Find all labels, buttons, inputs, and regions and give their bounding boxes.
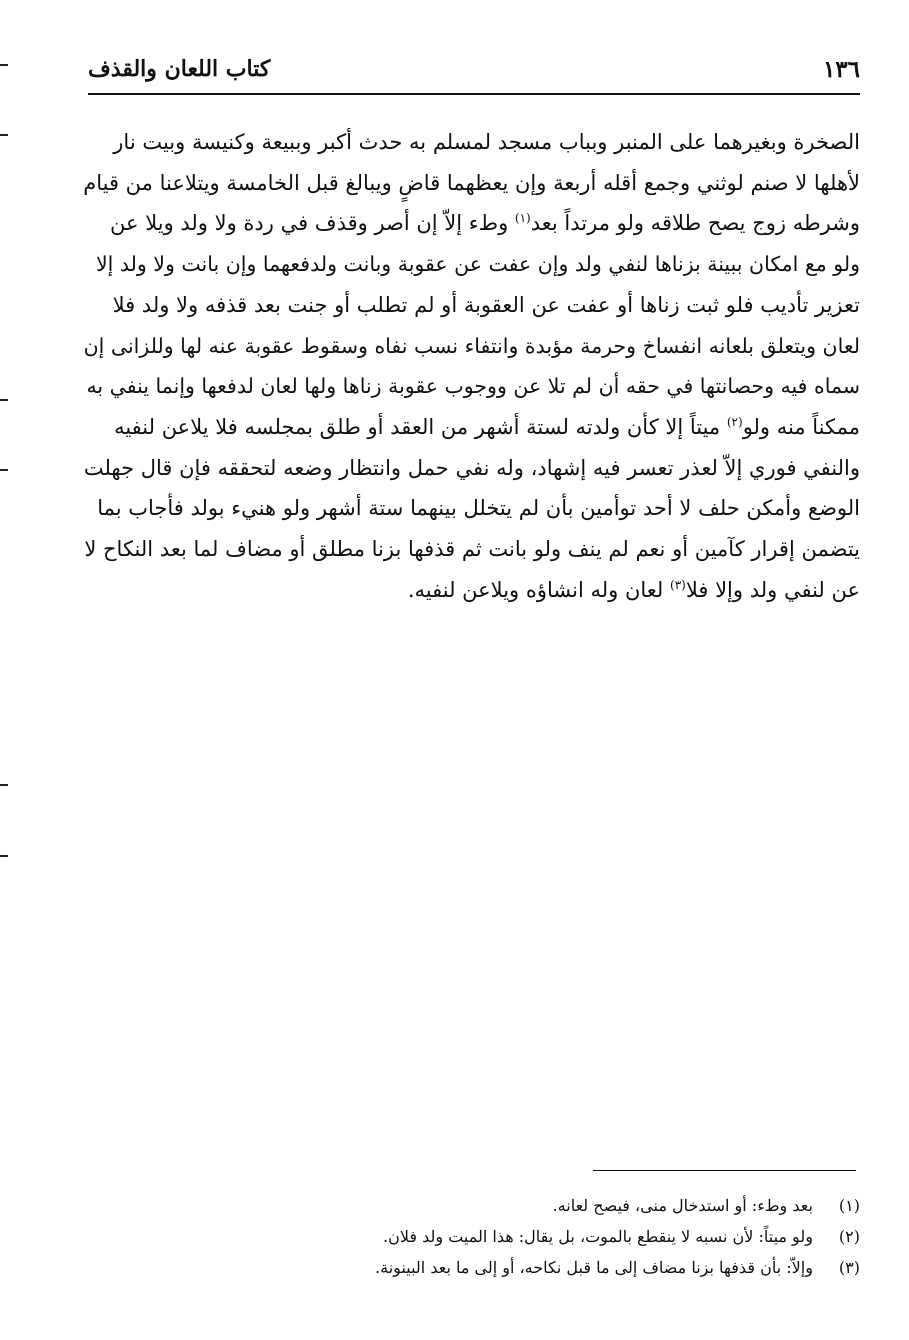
text-segment: ميتاً إلا كأن ولدته لستة أشهر من العقد أو طلق بمجلسه فلا يلاعن لنفيه (114, 414, 727, 439)
text-line: ولو مع امكان ببينة بزناها لنفي ولد وإن عفت عن عقوبة وبانت ولدفعهما وإن بانت ولا ولد إلا (95, 252, 860, 277)
page-number: ١٣٦ (822, 56, 860, 83)
text-line: لأهلها لا صنم لوثني وجمع أقله أربعة وإن يعظهما قاضٍ ويبالغ قبل الخامسة ويتلاعنا من قيام (83, 170, 860, 195)
margin-mark (0, 64, 8, 66)
text-line: سماه فيه وحصانتها في حقه أن لم تلا عن ووجوب عقوبة زناها ولها لعان لدفعها وإنما ينفي به (86, 374, 860, 399)
text-segment: لعان وله انشاؤه ويلاعن لنفيه. (407, 577, 670, 602)
footnote-text: بعد وطء: أو استدخال منى، فيصح لعانه. (552, 1196, 818, 1215)
footnote-number: (١) (838, 1196, 860, 1215)
margin-mark (0, 469, 8, 471)
text-segment: وشرطه زوج يصح طلاقه ولو مرتداً بعد (530, 211, 860, 236)
footnote-number: (٣) (838, 1258, 860, 1277)
margin-mark (0, 784, 8, 786)
footnote-text: وإلاّ: بأن قذفها بزنا مضاف إلى ما قبل نكاحه، أو إلى ما بعد البينونة. (375, 1258, 818, 1277)
footnote-number: (٢) (838, 1227, 860, 1246)
page-header (88, 50, 860, 90)
footnote-marker[interactable]: (١) (514, 211, 531, 226)
text-line: لعان ويتعلق بلعانه انفساخ وحرمة مؤبدة وانتفاء نسب نفاه وسقوط عقوبة عنه لها وللزانى إن (83, 333, 860, 358)
header-rule (88, 93, 860, 95)
footnote-text: ولو ميتاً: لأن نسبه لا ينقطع بالموت، بل يقال: هذا الميت ولد فلان. (383, 1227, 818, 1246)
text-line: تعزير تأديب فلو ثبت زناها أو عفت عن العقوبة أو لم تطلب أو جنت بعد قذفه ولا ولد فلا (112, 292, 860, 317)
text-segment: وطء إلاّ إن أصر وقذف في ردة ولا ولد ويلا عن (110, 211, 515, 236)
text-segment: عن لنفي ولد وإلا فلا (685, 577, 860, 602)
margin-mark (0, 134, 8, 136)
text-line (78, 203, 860, 244)
text-line (78, 570, 860, 611)
text-line: والنفي فوري إلاّ لعذر تعسر فيه إشهاد، وله نفي حمل وانتظار وضعه لتحققه فإن قال جهلت (83, 455, 860, 480)
margin-mark (0, 855, 8, 857)
body-text (78, 122, 860, 610)
running-title: كتاب اللعان والقذف (88, 56, 271, 82)
footnote-marker[interactable]: (٣) (670, 577, 686, 592)
text-line: يتضمن إقرار كآمين أو نعم لم ينف ولو بانت ثم قذفها بزنا مطلق أو مضاف لما بعد النكاح لا (84, 537, 860, 562)
footnote (300, 1190, 860, 1221)
text-line (78, 407, 860, 448)
text-line: الصخرة وبغيرهما على المنبر وبباب مسجد لمسلم به حدث أكبر وببيعة وكنيسة وبيت نار (113, 130, 860, 154)
footnote (300, 1221, 860, 1252)
text-segment: ممكناً منه ولو (742, 414, 860, 439)
text-line: الوضع وأمكن حلف لا أحد توأمين بأن لم يتخلل بينهما ستة أشهر ولو هنيء بولد فأجاب بما (97, 496, 860, 521)
footnote-rule (593, 1170, 856, 1171)
footnote (300, 1252, 860, 1283)
footnote-marker[interactable]: (٢) (726, 414, 743, 429)
footnotes (300, 1190, 860, 1283)
margin-mark (0, 399, 8, 401)
